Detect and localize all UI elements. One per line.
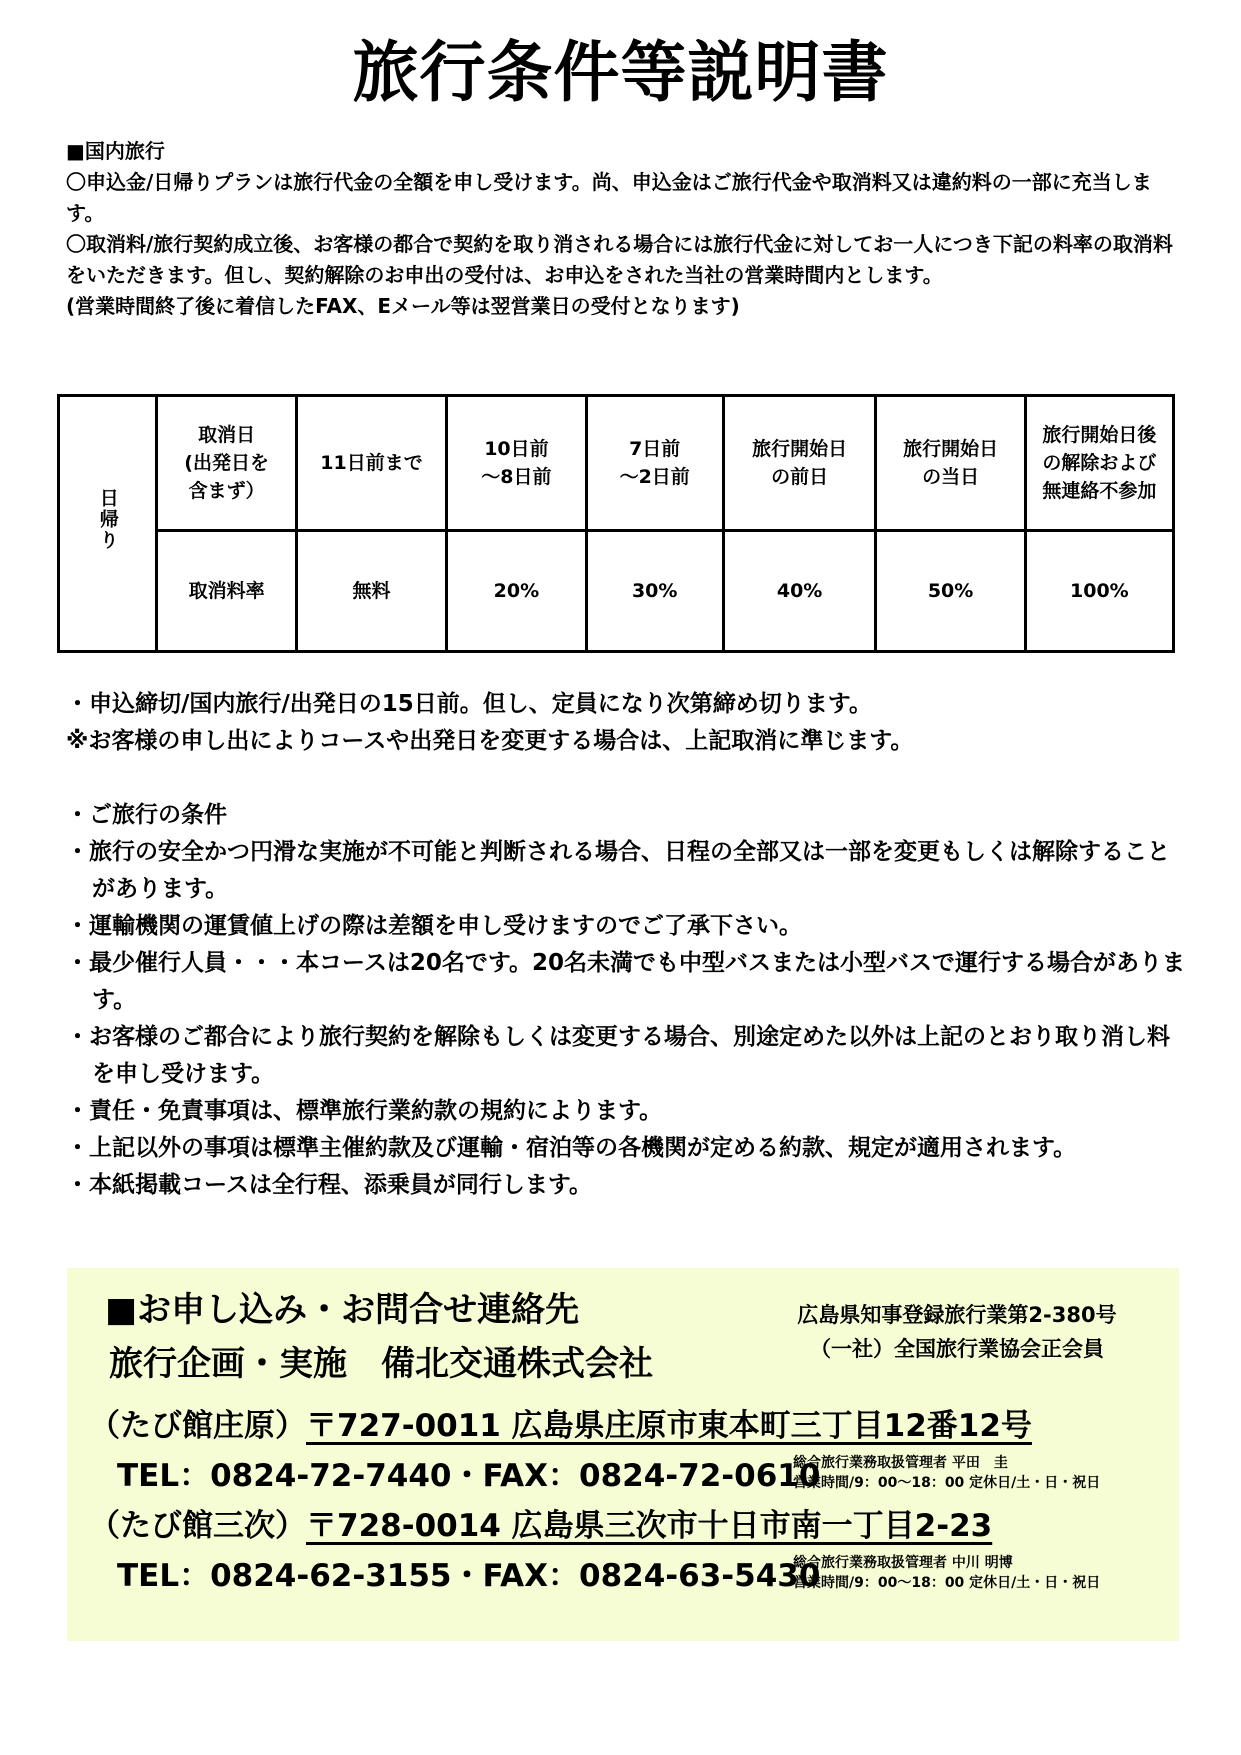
branch-name: （たび館庄原）	[89, 1408, 306, 1444]
branch-tel-fax: TEL：0824-62-3155・FAX：0824-63-5430	[117, 1558, 821, 1594]
intro-cancellation-paragraph: 〇取消料/旅行契約成立後、お客様の都合で契約を取り消される場合には旅行代金に対してお一人につき下記の料率の取消料をいただきます。但し、契約解除のお申出の受付は、お申込をされた当社の営業時間内とします。	[66, 232, 1173, 287]
company-name: 旅行企画・実施 備北交通株式会社	[109, 1344, 653, 1384]
period-cell: 旅行開始日 の前日	[723, 396, 876, 531]
spacer	[66, 760, 1186, 797]
contact-heading: ■お申し込み・お問合せ連絡先	[105, 1290, 580, 1330]
condition-item: ・責任・免責事項は、標準旅行業約款の規約によります。	[66, 1098, 663, 1124]
rate-cell: 100%	[1025, 531, 1173, 652]
rate-cell: 30%	[586, 531, 723, 652]
contact-box	[67, 1268, 1179, 1641]
conditions-heading: ・ご旅行の条件	[66, 802, 227, 828]
branch-address: 〒727-0011 広島県庄原市東本町三丁目12番12号	[306, 1408, 1032, 1444]
period-cell: 11日前まで	[296, 396, 446, 531]
branch-hours: 営業時間/9：00〜18：00 定休日/土・日・祝日	[793, 1575, 1101, 1591]
document-title: 旅行条件等説明書	[352, 34, 889, 111]
rate-cell: 50%	[876, 531, 1025, 652]
fee-table-header-row	[59, 396, 1174, 531]
condition-item: ・上記以外の事項は標準主催約款及び運輸・宿泊等の各機関が定める約款、規定が適用されます。	[66, 1135, 1077, 1161]
rate-cell: 20%	[447, 531, 586, 652]
fee-table-rate-row	[59, 531, 1174, 652]
period-cell: 7日前 〜2日前	[586, 396, 723, 531]
registration-info	[747, 1298, 1167, 1366]
condition-item: ・本紙掲載コースは全行程、添乗員が同行します。	[66, 1172, 593, 1198]
branch-shobara	[89, 1404, 1032, 1448]
intro-deposit-paragraph: 〇申込金/日帰りプランは旅行代金の全額を申し受けます。尚、申込金はご旅行代金や取消料又は違約料の一部に充当します。	[66, 170, 1152, 225]
branch-hours: 営業時間/9：00〜18：00 定休日/土・日・祝日	[793, 1475, 1101, 1491]
day-trip-label: 日帰り	[96, 488, 119, 551]
rate-cell: 40%	[723, 531, 876, 652]
branch-tel-fax: TEL：0824-72-7440・FAX：0824-72-0610	[117, 1458, 821, 1494]
intro-heading: ■国内旅行	[66, 139, 165, 163]
period-cell: 旅行開始日後 の解除および 無連絡不参加	[1025, 396, 1173, 531]
registration-number: 広島県知事登録旅行業第2-380号	[797, 1303, 1117, 1327]
intro-after-hours-note: (営業時間終了後に着信したFAX、Eメール等は翌営業日の受付となります)	[66, 294, 740, 318]
condition-item: ・運輸機関の運賃値上げの際は差額を申し受けますのでご了承下さい。	[66, 913, 802, 939]
period-cell: 10日前 〜8日前	[447, 396, 586, 531]
intro-section	[66, 136, 1186, 322]
branch-manager: 総合旅行業務取扱管理者 中川 明博	[793, 1555, 1013, 1571]
condition-item: ・旅行の安全かつ円滑な実施が不可能と判断される場合、日程の全部又は一部を変更もしくは解除することがあります。	[66, 839, 1170, 902]
branch-address: 〒728-0014 広島県三次市十日市南一丁目2-23	[306, 1508, 993, 1544]
cancel-date-header: 取消日 (出発日を 含まず）	[157, 396, 296, 531]
condition-item: ・最少催行人員・・・本コースは20名です。20名未満でも中型バスまたは小型バスで運行する場合があります。	[66, 950, 1186, 1013]
period-cell: 旅行開始日 の当日	[876, 396, 1025, 531]
change-note: ※お客様の申し出によりコースや出発日を変更する場合は、上記取消に準じます。	[66, 728, 914, 754]
notes-section	[66, 686, 1186, 1204]
branch-name: （たび館三次）	[89, 1508, 306, 1544]
condition-item: ・お客様のご都合により旅行契約を解除もしくは変更する場合、別途定めた以外は上記のとおり取り消し料を申し受けます。	[66, 1024, 1170, 1087]
rate-cell: 無料	[296, 531, 446, 652]
association-membership: （一社）全国旅行業協会正会員	[810, 1337, 1104, 1361]
branch-miyoshi	[89, 1504, 992, 1548]
branch-manager: 総合旅行業務取扱管理者 平田 圭	[793, 1455, 1008, 1471]
rate-label-cell: 取消料率	[157, 531, 296, 652]
deadline-note: ・申込締切/国内旅行/出発日の15日前。但し、定員になり次第締め切ります。	[66, 691, 872, 717]
cancellation-fee-table	[57, 394, 1175, 653]
day-trip-label-cell	[59, 396, 157, 652]
